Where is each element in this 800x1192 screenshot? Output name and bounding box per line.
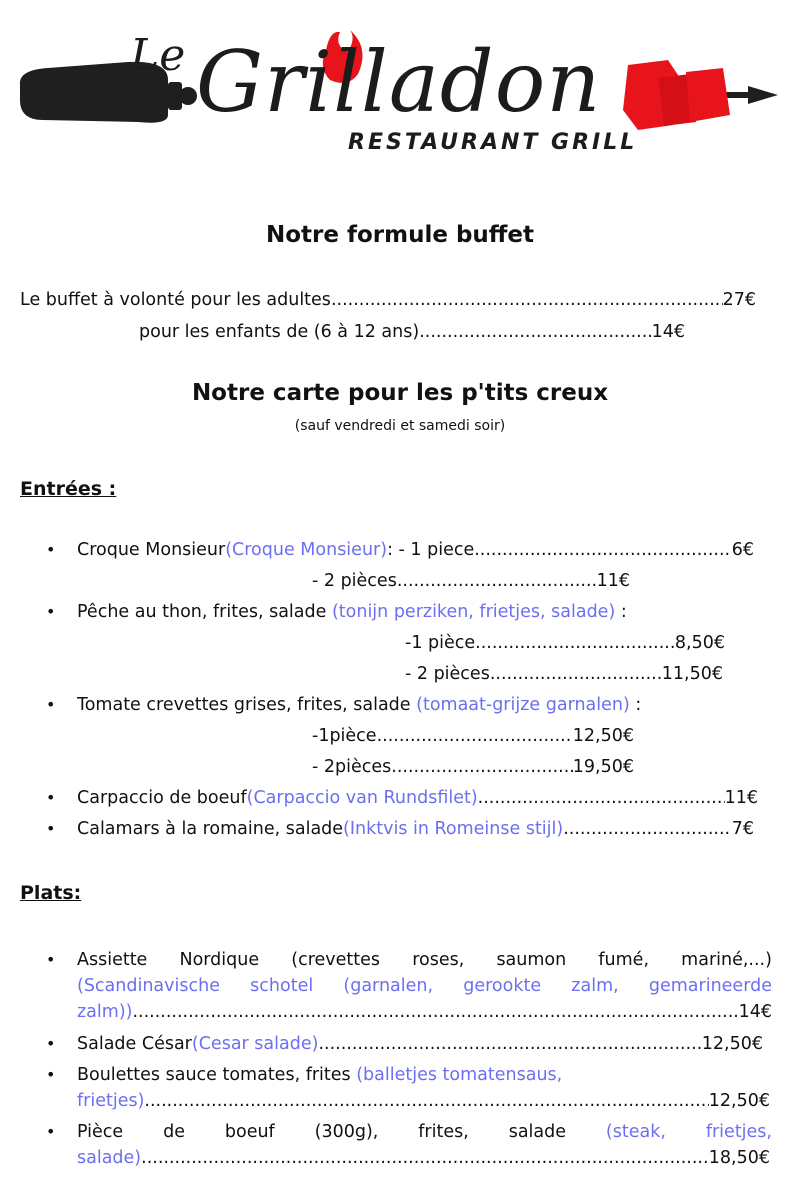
entrees-heading: Entrées : [20,478,117,500]
item-option: : - 1 piece [387,540,475,560]
menu-item-nordique-line2 [77,976,772,996]
item-name-nl: frietjes) [77,1091,145,1111]
item-word: (300g), [314,1122,379,1142]
item-word: (crevettes [291,950,381,970]
item-name-nl: (Carpaccio van Rundsfilet) [246,788,478,808]
item-word: gemarineerde [648,976,772,996]
item-name-fr: Boulettes sauce tomates, frites [77,1065,357,1085]
item-price: 18,50€ [708,1148,770,1168]
buffet-adults-row [20,290,756,310]
item-price: 11€ [724,788,758,808]
item-name-nl: zalm)) [77,1002,133,1022]
item-suffix: : [629,695,642,715]
leader-dots [419,322,651,342]
item-word: frietjes, [705,1122,772,1142]
leader-dots [563,819,731,839]
item-price: 11,50€ [661,664,723,684]
buffet-adults-price: 27€ [722,290,756,310]
item-word: (Scandinavische [77,976,220,996]
menu-item-cesar [77,1034,763,1054]
item-name-nl: salade) [77,1148,142,1168]
bullet-icon: • [46,1122,56,1141]
item-word: Nordique [179,950,260,970]
menu-item-boulettes-line1 [77,1065,562,1085]
item-name-fr: Calamars à la romaine, salade [77,819,344,839]
item-word: Assiette [77,950,148,970]
item-name-fr: Salade César [77,1034,192,1054]
leader-dots [318,1034,701,1054]
item-name-nl: (balletjes tomatensaus, [356,1065,563,1085]
item-word: (steak, [605,1122,666,1142]
item-word: frites, [418,1122,469,1142]
menu-item-carpaccio [77,788,758,808]
buffet-kids-label: pour les enfants de (6 à 12 ans) [139,322,420,342]
item-name-fr: Pêche au thon, frites, salade [77,602,332,622]
menu-item-peche-option2 [405,664,723,684]
item-price: 12,50€ [708,1091,770,1111]
item-word: (garnalen, [343,976,434,996]
menu-item-peche [77,602,627,622]
menu-item-peche-option1 [405,633,725,653]
item-option: - 2pièces [312,757,392,777]
item-name-nl: (tomaat-grijze garnalen) [416,695,630,715]
bullet-icon: • [46,602,56,621]
buffet-title: Notre formule buffet [265,222,535,248]
item-suffix: : [615,602,627,622]
item-name-nl: (Cesar salade) [191,1034,319,1054]
menu-item-croque-option [312,571,630,591]
item-word: roses, [412,950,465,970]
item-name-fr: Croque Monsieur [77,540,226,560]
leader-dots [144,1091,708,1111]
logo-prefix: Le [130,30,186,81]
leader-dots [141,1148,709,1168]
item-name-fr: Tomate crevettes grises, frites, salade [77,695,417,715]
menu-item-nordique-line1 [77,950,772,970]
item-price: 12,50€ [701,1034,763,1054]
leader-dots [331,290,723,310]
leader-dots [132,1002,738,1022]
menu-item-croque [77,540,754,560]
item-name-nl: (tonijn perziken, frietjes, salade) [331,602,616,622]
item-word: fumé, [598,950,650,970]
item-word: boeuf [224,1122,275,1142]
restaurant-logo [18,30,778,160]
item-word: schotel [250,976,314,996]
item-price: 6€ [731,540,754,560]
item-word: gerookte [463,976,542,996]
bullet-icon: • [46,950,56,969]
buffet-kids-row [139,322,685,342]
menu-item-boulettes-line2 [77,1091,770,1111]
leader-dots [474,540,731,560]
menu-item-tomate [77,695,641,715]
leader-dots [391,757,573,777]
item-price: 11€ [596,571,630,591]
menu-item-piece-line2 [77,1148,770,1168]
logo-name: Grilladon [196,33,602,131]
carte-note: (sauf vendredi et samedi soir) [294,418,506,434]
bullet-icon: • [46,1065,56,1084]
menu-item-piece-line1 [77,1122,772,1142]
item-word: zalm, [571,976,619,996]
bullet-icon: • [46,695,56,714]
bullet-icon: • [46,540,56,559]
bullet-icon: • [46,1034,56,1053]
item-name-nl: (Croque Monsieur) [225,540,388,560]
item-word: mariné,...) [681,950,772,970]
logo-subtitle: RESTAURANT GRILL [348,130,638,155]
item-word: Pièce [77,1122,124,1142]
buffet-adults-label: Le buffet à volonté pour les adultes [20,290,331,310]
menu-item-nordique-line3 [77,1002,772,1022]
plats-heading: Plats: [20,882,82,904]
menu-item-tomate-option2 [312,757,634,777]
item-word: de [163,1122,185,1142]
menu-item-calamars [77,819,754,839]
bullet-icon: • [46,788,56,807]
carte-title: Notre carte pour les p'tits creux [191,380,609,406]
leader-dots [490,664,662,684]
menu-item-tomate-option1 [312,726,634,746]
item-word: salade [508,1122,567,1142]
leader-dots [475,633,675,653]
item-name-nl: (Inktvis in Romeinse stijl) [343,819,564,839]
item-word: saumon [496,950,567,970]
item-option: -1pièce [312,726,377,746]
item-price: 8,50€ [674,633,725,653]
item-option: -1 pièce [405,633,476,653]
leader-dots [478,788,725,808]
item-name-fr: Carpaccio de boeuf [77,788,247,808]
item-option: - 2 pièces [312,571,397,591]
leader-dots [377,726,573,746]
buffet-kids-price: 14€ [651,322,685,342]
item-price: 7€ [731,819,754,839]
item-option: - 2 pièces [405,664,490,684]
item-price: 12,50€ [572,726,634,746]
item-price: 19,50€ [572,757,634,777]
bullet-icon: • [46,819,56,838]
item-price: 14€ [738,1002,772,1022]
leader-dots [397,571,597,591]
